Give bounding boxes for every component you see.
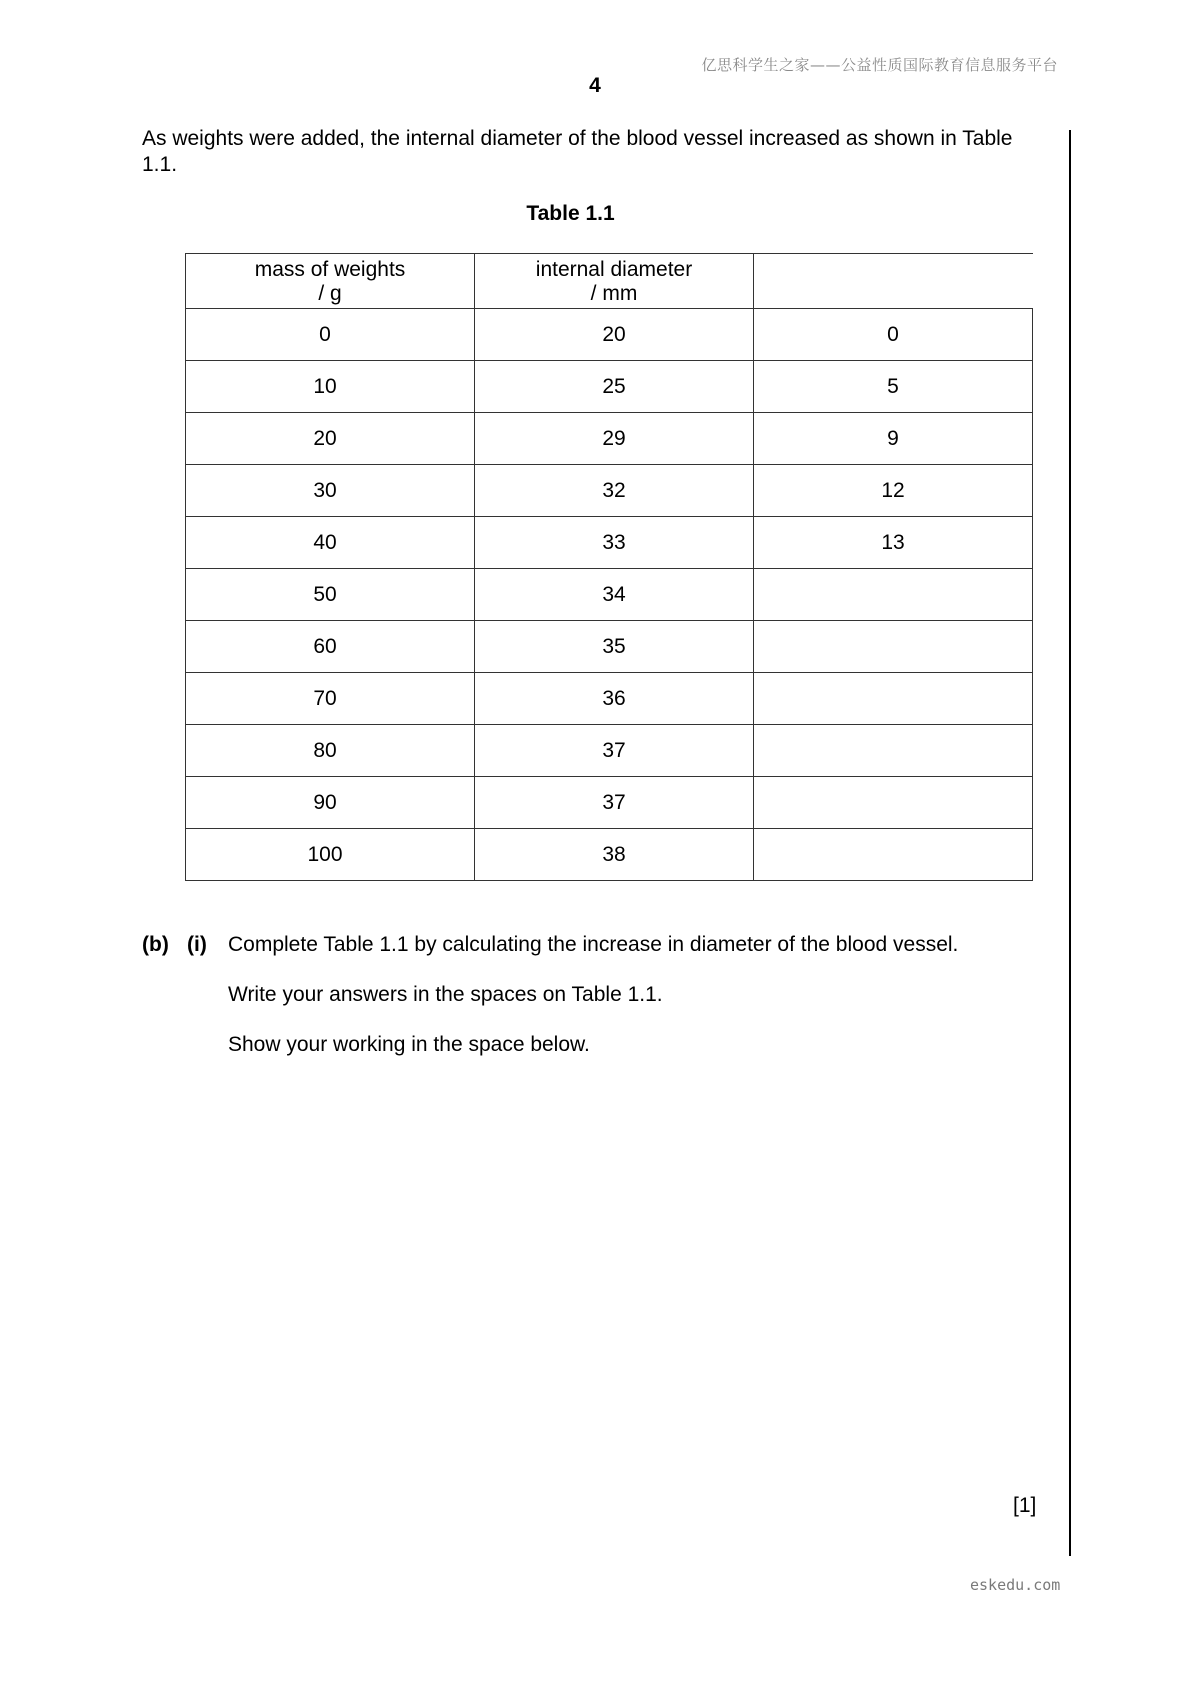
cell-mass: 20	[186, 413, 475, 465]
cell-increase[interactable]: 13	[754, 517, 1033, 569]
cell-increase[interactable]	[754, 569, 1033, 621]
header-diameter-line2: / mm	[590, 282, 638, 305]
table-row	[186, 465, 1033, 517]
intro-paragraph: As weights were added, the internal diameter of the blood vessel increased as shown in Table 1.1.	[142, 127, 1013, 176]
question-instruction-2: Write your answers in the spaces on Table 1.1.	[228, 983, 663, 1006]
cell-mass: 0	[186, 309, 475, 361]
part-label: (b)	[142, 933, 169, 956]
header-mass-line2: / g	[318, 282, 342, 305]
cell-increase[interactable]	[754, 725, 1033, 777]
table-row	[186, 673, 1033, 725]
cell-mass: 90	[186, 777, 475, 829]
cell-diameter: 38	[475, 829, 754, 881]
cell-diameter: 33	[475, 517, 754, 569]
cell-diameter: 36	[475, 673, 754, 725]
cell-diameter: 34	[475, 569, 754, 621]
table-row	[186, 725, 1033, 777]
results-table	[185, 253, 1033, 881]
cell-diameter: 37	[475, 777, 754, 829]
cell-mass: 100	[186, 829, 475, 881]
footer-watermark: eskedu.com	[970, 1576, 1061, 1594]
cell-diameter: 20	[475, 309, 754, 361]
table-row	[186, 569, 1033, 621]
question-instruction-1: Complete Table 1.1 by calculating the increase in diameter of the blood vessel.	[228, 933, 959, 956]
table-row	[186, 361, 1033, 413]
table-row	[186, 777, 1033, 829]
cell-mass: 40	[186, 517, 475, 569]
cell-increase[interactable]: 9	[754, 413, 1033, 465]
table-row	[186, 621, 1033, 673]
sub-part-label: (i)	[187, 933, 207, 956]
cell-diameter: 25	[475, 361, 754, 413]
header-mass	[186, 254, 475, 309]
marks-allocation: [1]	[1013, 1494, 1037, 1517]
table-row	[186, 309, 1033, 361]
cell-increase[interactable]	[754, 829, 1033, 881]
cell-increase[interactable]: 5	[754, 361, 1033, 413]
cell-diameter: 37	[475, 725, 754, 777]
cell-mass: 10	[186, 361, 475, 413]
cell-mass: 70	[186, 673, 475, 725]
table-title: Table 1.1	[526, 202, 615, 225]
question-instruction-3: Show your working in the space below.	[228, 1033, 590, 1056]
header-diameter	[475, 254, 754, 309]
table-row	[186, 517, 1033, 569]
table-body	[186, 309, 1033, 881]
header-watermark: 亿思科学生之家——公益性质国际教育信息服务平台	[701, 56, 1058, 74]
cell-mass: 60	[186, 621, 475, 673]
cell-mass: 30	[186, 465, 475, 517]
header-mass-line1: mass of weights	[254, 258, 406, 281]
cell-increase[interactable]	[754, 621, 1033, 673]
cell-increase[interactable]	[754, 777, 1033, 829]
cell-increase[interactable]	[754, 673, 1033, 725]
table-header-row	[186, 254, 1033, 309]
cell-diameter: 35	[475, 621, 754, 673]
table-row	[186, 829, 1033, 881]
page-number: 4	[589, 74, 601, 97]
cell-increase[interactable]: 0	[754, 309, 1033, 361]
header-increase-blank[interactable]	[754, 254, 1033, 309]
cell-increase[interactable]: 12	[754, 465, 1033, 517]
cell-diameter: 32	[475, 465, 754, 517]
table-row	[186, 413, 1033, 465]
margin-rule	[1069, 130, 1071, 1556]
cell-mass: 80	[186, 725, 475, 777]
cell-mass: 50	[186, 569, 475, 621]
cell-diameter: 29	[475, 413, 754, 465]
header-diameter-line1: internal diameter	[535, 258, 693, 281]
